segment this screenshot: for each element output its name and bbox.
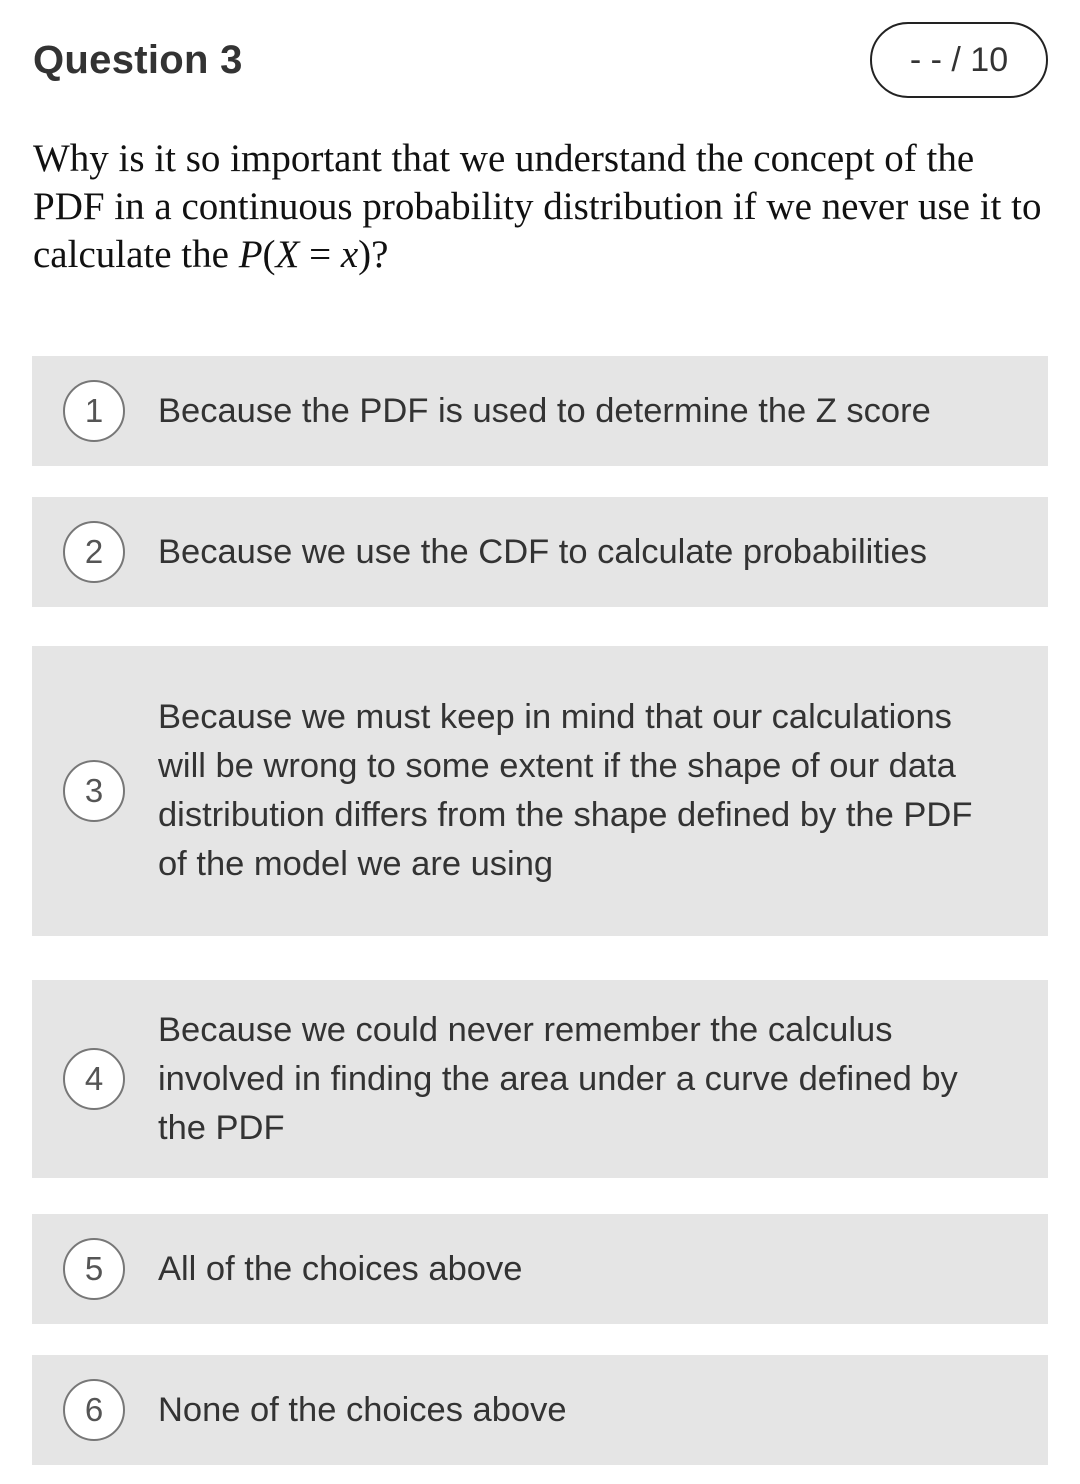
- prompt-text: Why is it so important that we understand the concept of the PDF in a continuous probability distribution if we never use it to calculate the: [33, 137, 1042, 276]
- prompt-question-mark: ?: [371, 233, 389, 276]
- choice-number-badge: 2: [63, 521, 125, 583]
- prompt-math-open: (: [262, 233, 276, 276]
- prompt-math-x-lower: x: [340, 233, 359, 276]
- prompt-math-x-upper: X: [275, 233, 300, 276]
- answer-choice-1[interactable]: [32, 356, 1048, 466]
- choice-text: None of the choices above: [158, 1390, 567, 1429]
- choice-text: Because we use the CDF to calculate probabilities: [158, 532, 927, 571]
- question-header: [33, 22, 1048, 100]
- prompt-math-close: ): [358, 233, 372, 276]
- answer-choice-6[interactable]: [32, 1355, 1048, 1465]
- choice-text: Because we could never remember the calculus involved in finding the area under a curve defined by the PDF: [158, 1010, 958, 1147]
- prompt-math-eq: =: [299, 233, 341, 276]
- choice-number-badge: 3: [63, 760, 125, 822]
- choice-number-badge: 5: [63, 1238, 125, 1300]
- choice-number-badge: 1: [63, 380, 125, 442]
- answer-choice-3[interactable]: [32, 646, 1048, 936]
- choice-number-badge: 4: [63, 1048, 125, 1110]
- answer-choice-2[interactable]: [32, 497, 1048, 607]
- choice-number-badge: 6: [63, 1379, 125, 1441]
- score-badge: [870, 22, 1048, 98]
- choice-text: All of the choices above: [158, 1249, 523, 1288]
- prompt-math-p: P: [238, 233, 263, 276]
- answer-choice-4[interactable]: [32, 980, 1048, 1178]
- answer-choice-5[interactable]: [32, 1214, 1048, 1324]
- question-title: Question 3: [33, 38, 243, 82]
- score-text: - - / 10: [909, 40, 1009, 79]
- question-prompt: [33, 135, 1053, 279]
- choice-text: Because the PDF is used to determine the Z score: [158, 391, 931, 430]
- choice-text: Because we must keep in mind that our calculations will be wrong to some extent if the shape of our data distribution differs from the shape defined by the PDF of the model we are using: [158, 698, 973, 883]
